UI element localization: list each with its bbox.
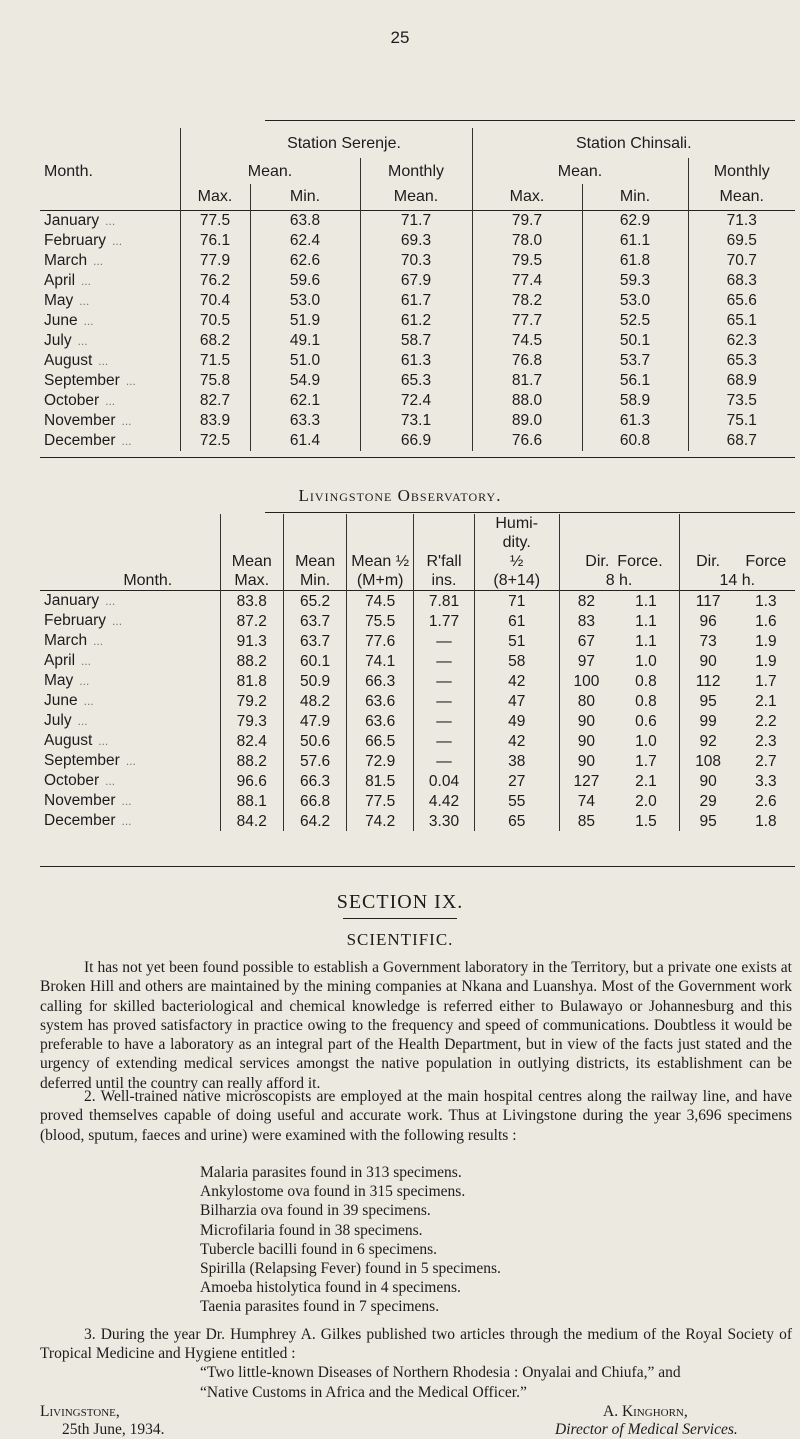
chinsali-max-cell: 76.6 (472, 431, 582, 451)
dir-8h-cell: 85 (559, 811, 613, 831)
chinsali-max-cell: 77.7 (472, 311, 582, 331)
humidity-cell: 51 (474, 631, 559, 651)
dir-14h-cell: 90 (679, 651, 737, 671)
paragraph-3: 3. During the year Dr. Humphrey A. Gilkes published two articles through the medium of the Royal Society of Tropical Medicine and Hygiene entitled : (40, 1326, 792, 1363)
chinsali-min-cell: 50.1 (582, 331, 688, 351)
chinsali-monthly-header: Monthly (688, 158, 795, 184)
article-title-2: “Native Customs in Africa and the Medical Officer.” (200, 1384, 527, 1401)
table1-bottom-rule (40, 457, 795, 458)
list-item: Amoeba histolytica found in 4 specimens. (200, 1279, 461, 1297)
dir-8h-cell: 67 (559, 631, 613, 651)
chinsali-min-cell: 61.8 (582, 251, 688, 271)
serenje-max-cell: 70.5 (180, 311, 250, 331)
mean-half-cell: 77.6 (347, 631, 414, 651)
month-column-header: Month. (44, 162, 93, 180)
force-14h-cell: 2.2 (755, 712, 777, 730)
chinsali-min-cell: 59.3 (582, 271, 688, 291)
list-item: Bilharzia ova found in 39 specimens. (200, 1202, 431, 1220)
chinsali-mean-cell: 75.1 (688, 411, 795, 431)
table-row (40, 431, 795, 451)
article-title-1: “Two little-known Diseases of Northern Rhodesia : Onyalai and Chiufa,” and (200, 1364, 681, 1381)
mean-max-header-2: Max. (220, 571, 283, 591)
humidity-cell: 42 (474, 731, 559, 751)
month-cell: December ... (44, 431, 132, 449)
force-14h-cell: 2.1 (755, 692, 777, 710)
serenje-mean-cell: 72.4 (360, 391, 472, 411)
mean-half-cell: 74.2 (347, 811, 414, 831)
force-8h-cell: 1.1 (635, 612, 657, 630)
dir-8h-cell: 97 (559, 651, 613, 671)
dir-8h-cell: 90 (559, 751, 613, 771)
chinsali-min-cell: 61.1 (582, 231, 688, 251)
month-cell: November ... (44, 792, 132, 809)
mean-max-cell: 79.3 (220, 711, 283, 731)
list-item: Microfilaria found in 38 specimens. (200, 1221, 423, 1239)
month-cell: September ... (44, 371, 136, 389)
chinsali-min-cell: 56.1 (582, 371, 688, 391)
observatory-table (40, 514, 795, 831)
mean-min-cell: 60.1 (283, 651, 346, 671)
table-row (40, 811, 795, 831)
chinsali-min-cell: 52.5 (582, 311, 688, 331)
humidity-cell: 65 (474, 811, 559, 831)
serenje-min-cell: 49.1 (250, 331, 360, 351)
force-8h-cell: 2.0 (635, 792, 657, 810)
force-14h-cell: 2.3 (755, 732, 777, 750)
force-8h-cell: 1.5 (635, 812, 657, 830)
list-item: Ankylostome ova found in 315 specimens. (200, 1183, 466, 1201)
dir-14h-cell: 117 (679, 591, 737, 612)
chinsali-mean-cell: 65.6 (688, 291, 795, 311)
serenje-min-cell: 63.3 (250, 411, 360, 431)
table-row (40, 251, 795, 271)
dir-8h-cell: 74 (559, 791, 613, 811)
table-row (40, 351, 795, 371)
serenje-monthly-header: Monthly (360, 158, 472, 184)
serenje-max-cell: 77.9 (180, 251, 250, 271)
table-row (40, 711, 795, 731)
serenje-mean-cell: 61.3 (360, 351, 472, 371)
force-8h-cell: 1.7 (635, 752, 657, 770)
serenje-max-cell: 72.5 (180, 431, 250, 451)
table-row (40, 731, 795, 751)
mean-min-cell: 65.2 (283, 591, 346, 612)
table-row (40, 411, 795, 431)
mean-half-cell: 74.5 (347, 591, 414, 612)
serenje-max-cell: 68.2 (180, 331, 250, 351)
month-cell: June ... (44, 311, 94, 329)
dir-14h-cell: 112 (679, 671, 737, 691)
rainfall-cell: — (414, 631, 475, 651)
table-row (40, 771, 795, 791)
chinsali-min-cell: 61.3 (582, 411, 688, 431)
humidity-cell: 42 (474, 671, 559, 691)
mean-min-header-1: Mean (283, 552, 346, 571)
mean-min-cell: 66.3 (283, 771, 346, 791)
serenje-mean-cell: 65.3 (360, 371, 472, 391)
mean-max-header-1: Mean (220, 552, 283, 571)
chinsali-min-cell: 53.7 (582, 351, 688, 371)
month-cell: March ... (44, 632, 104, 649)
table-row (40, 231, 795, 251)
serenje-min-cell: 62.4 (250, 231, 360, 251)
mean-half-header-2: (M+m) (347, 571, 414, 591)
force-14h-cell: 1.7 (755, 672, 777, 690)
date-line: 25th June, 1934. (62, 1421, 165, 1438)
paragraph-1: It has not yet been found possible to establish a Government laboratory in the Territory, but a private one exists at Broken Hill and others are maintained by the mining companies at Nkana and Luanshya. Most of the Government work calling for skilled bacteriological and chemical knowledge is referred either to Bulawayo or Johannesburg and this system has proved satisfactory in practice owing to the frequency and speed of communications. Doubtless it would be preferable to have a laboratory as an integral part of the Health Department, but in view of the facts just stated and the urgency of extending medical services amongst the native population in outlying districts, its establishment can be deferred until the country can really afford it. (40, 959, 792, 1092)
serenje-mean-cell: 67.9 (360, 271, 472, 291)
dir-8h-cell: 100 (559, 671, 613, 691)
force-14h-cell: 2.7 (755, 752, 777, 770)
serenje-mean-header: Mean. (180, 158, 360, 184)
chinsali-max-cell: 74.5 (472, 331, 582, 351)
table-row (40, 751, 795, 771)
mean-max-cell: 88.2 (220, 751, 283, 771)
month-column-header-2: Month. (123, 572, 173, 589)
serenje-mean-cell: 69.3 (360, 231, 472, 251)
humidity-cell: 49 (474, 711, 559, 731)
force-8h-cell: 1.1 (635, 632, 657, 650)
serenje-max-cell: 76.1 (180, 231, 250, 251)
table-row (40, 371, 795, 391)
rainfall-cell: — (414, 731, 475, 751)
month-cell: February ... (44, 612, 123, 629)
month-cell: July ... (44, 712, 88, 729)
table-row (40, 691, 795, 711)
mean-min-cell: 63.7 (283, 631, 346, 651)
dir-8h-cell: 90 (559, 711, 613, 731)
mean-min-cell: 64.2 (283, 811, 346, 831)
dir-14h-cell: 108 (679, 751, 737, 771)
mean-min-cell: 57.6 (283, 751, 346, 771)
chinsali-mean-cell: 69.5 (688, 231, 795, 251)
mean-max-cell: 82.4 (220, 731, 283, 751)
humidity-cell: 55 (474, 791, 559, 811)
table1-top-rule (265, 120, 795, 121)
chinsali-max-header: Max. (472, 184, 582, 210)
dir-14h-cell: 92 (679, 731, 737, 751)
chinsali-max-cell: 81.7 (472, 371, 582, 391)
month-cell: August ... (44, 351, 109, 369)
mean-min-cell: 66.8 (283, 791, 346, 811)
mean-half-header-1: Mean ½ (347, 552, 414, 571)
list-item: Tubercle bacilli found in 6 specimens. (200, 1240, 438, 1258)
dir-8h-cell: 83 (559, 611, 613, 631)
rainfall-cell: — (414, 711, 475, 731)
mean-max-cell: 91.3 (220, 631, 283, 651)
dir-8h-header-2: 8 h. (559, 571, 679, 591)
force-8h-cell: 0.8 (635, 672, 657, 690)
rainfall-cell: 0.04 (414, 771, 475, 791)
mean-max-cell: 88.2 (220, 651, 283, 671)
force-14h-cell: 1.3 (755, 592, 777, 610)
serenje-min-cell: 62.6 (250, 251, 360, 271)
serenje-min-cell: 51.9 (250, 311, 360, 331)
mean-half-cell: 66.5 (347, 731, 414, 751)
chinsali-max-cell: 76.8 (472, 351, 582, 371)
month-cell: February ... (44, 231, 123, 249)
place-name: Livingstone, (40, 1403, 120, 1420)
page-number: 25 (390, 28, 410, 47)
mean-min-cell: 48.2 (283, 691, 346, 711)
serenje-max-cell: 71.5 (180, 351, 250, 371)
serenje-min-cell: 54.9 (250, 371, 360, 391)
dir-14h-cell: 90 (679, 771, 737, 791)
month-cell: May ... (44, 291, 90, 309)
rainfall-cell: — (414, 651, 475, 671)
serenje-min-cell: 61.4 (250, 431, 360, 451)
serenje-min-header: Min. (250, 184, 360, 210)
serenje-min-cell: 51.0 (250, 351, 360, 371)
serenje-max-header: Max. (180, 184, 250, 210)
serenje-mean-cell: 66.9 (360, 431, 472, 451)
chinsali-monthly-mean-header: Mean. (688, 184, 795, 210)
signatory-title: Director of Medical Services. (555, 1421, 738, 1438)
table-row (40, 591, 795, 612)
humidity-cell: 27 (474, 771, 559, 791)
month-cell: October ... (44, 391, 116, 409)
chinsali-mean-cell: 68.7 (688, 431, 795, 451)
mean-half-cell: 63.6 (347, 711, 414, 731)
chinsali-max-cell: 77.4 (472, 271, 582, 291)
chinsali-max-cell: 88.0 (472, 391, 582, 411)
humidity-cell: 58 (474, 651, 559, 671)
mean-half-cell: 72.9 (347, 751, 414, 771)
chinsali-mean-cell: 65.3 (688, 351, 795, 371)
force-8h-cell: 0.8 (635, 692, 657, 710)
serenje-mean-cell: 70.3 (360, 251, 472, 271)
section-heading: SECTION IX. (336, 891, 464, 913)
force-8h-cell: 1.0 (635, 652, 657, 670)
mean-min-header-2: Min. (283, 571, 346, 591)
month-cell: November ... (44, 411, 132, 429)
mean-half-cell: 66.3 (347, 671, 414, 691)
month-cell: March ... (44, 251, 104, 269)
list-item: Spirilla (Relapsing Fever) found in 5 specimens. (200, 1260, 501, 1278)
mean-max-cell: 87.2 (220, 611, 283, 631)
force-8h-cell: 2.1 (635, 772, 657, 790)
mean-half-cell: 74.1 (347, 651, 414, 671)
dir-14h-header-2: 14 h. (679, 571, 795, 591)
force-14h-header: Force (745, 553, 787, 570)
serenje-max-cell: 75.8 (180, 371, 250, 391)
serenje-min-cell: 59.6 (250, 271, 360, 291)
rainfall-header-2: ins. (414, 571, 475, 591)
rainfall-cell: — (414, 751, 475, 771)
force-14h-cell: 1.9 (755, 652, 777, 670)
month-cell: January ... (44, 592, 116, 609)
table2-bottom-rule (40, 866, 795, 867)
results-list (200, 1163, 501, 1317)
humidity-cell: 61 (474, 611, 559, 631)
dir-8h-cell: 82 (559, 591, 613, 612)
humidity-header-1: Humi- (474, 514, 559, 533)
serenje-mean-cell: 73.1 (360, 411, 472, 431)
chinsali-mean-cell: 68.9 (688, 371, 795, 391)
month-cell: May ... (44, 672, 90, 689)
dir-8h-header-1: Dir. (559, 552, 613, 571)
mean-half-cell: 81.5 (347, 771, 414, 791)
section-subheading: SCIENTIFIC. (346, 930, 454, 949)
mean-max-cell: 96.6 (220, 771, 283, 791)
table-row (40, 791, 795, 811)
table-row (40, 271, 795, 291)
serenje-min-cell: 53.0 (250, 291, 360, 311)
month-cell: April ... (44, 652, 92, 669)
serenje-mean-cell: 71.7 (360, 210, 472, 231)
force-14h-cell: 1.9 (755, 632, 777, 650)
rainfall-header-1: R'fall (414, 552, 475, 571)
chinsali-mean-cell: 73.5 (688, 391, 795, 411)
table-row (40, 331, 795, 351)
serenje-min-cell: 63.8 (250, 210, 360, 231)
table-row (40, 291, 795, 311)
station-chinsali-heading: Station Chinsali. (472, 128, 795, 158)
chinsali-min-header: Min. (582, 184, 688, 210)
serenje-max-cell: 83.9 (180, 411, 250, 431)
force-8h-cell: 0.6 (635, 712, 657, 730)
paragraph-2: 2. Well-trained native microscopists are employed at the main hospital centres along the railway line, and have proved themselves capable of doing useful and accurate work. Thus at Livingstone during the year 3,696 specimens (blood, sputum, faeces and urine) were examined with the following results : (40, 1088, 792, 1144)
serenje-max-cell: 70.4 (180, 291, 250, 311)
dir-14h-header-1: Dir. (679, 552, 737, 571)
force-8h-cell: 1.1 (635, 592, 657, 610)
dir-8h-cell: 80 (559, 691, 613, 711)
chinsali-min-cell: 62.9 (582, 210, 688, 231)
chinsali-max-cell: 79.5 (472, 251, 582, 271)
chinsali-mean-cell: 70.7 (688, 251, 795, 271)
mean-half-cell: 77.5 (347, 791, 414, 811)
chinsali-mean-cell: 65.1 (688, 311, 795, 331)
rainfall-cell: — (414, 671, 475, 691)
force-8h-header: Force. (617, 553, 663, 570)
month-cell: April ... (44, 271, 92, 289)
serenje-mean-cell: 58.7 (360, 331, 472, 351)
table-row (40, 391, 795, 411)
chinsali-min-cell: 58.9 (582, 391, 688, 411)
month-cell: September ... (44, 752, 136, 769)
rainfall-cell: 3.30 (414, 811, 475, 831)
stations-table (40, 128, 795, 451)
month-cell: July ... (44, 331, 88, 349)
chinsali-mean-cell: 68.3 (688, 271, 795, 291)
dir-14h-cell: 29 (679, 791, 737, 811)
month-cell: January ... (44, 211, 116, 229)
table2-top-rule (265, 512, 795, 513)
mean-half-cell: 63.6 (347, 691, 414, 711)
rainfall-cell: 7.81 (414, 591, 475, 612)
chinsali-min-cell: 60.8 (582, 431, 688, 451)
humidity-cell: 38 (474, 751, 559, 771)
station-serenje-heading: Station Serenje. (180, 128, 472, 158)
mean-min-cell: 47.9 (283, 711, 346, 731)
table-row (40, 311, 795, 331)
table-row (40, 611, 795, 631)
chinsali-max-cell: 78.0 (472, 231, 582, 251)
table-row (40, 651, 795, 671)
chinsali-max-cell: 78.2 (472, 291, 582, 311)
mean-min-cell: 50.9 (283, 671, 346, 691)
humidity-header-3: ½ (474, 552, 559, 571)
month-cell: June ... (44, 692, 94, 709)
chinsali-max-cell: 89.0 (472, 411, 582, 431)
chinsali-mean-header: Mean. (472, 158, 688, 184)
serenje-max-cell: 82.7 (180, 391, 250, 411)
dir-8h-cell: 90 (559, 731, 613, 751)
humidity-header-2: dity. (474, 533, 559, 552)
force-8h-cell: 1.0 (635, 732, 657, 750)
serenje-mean-cell: 61.2 (360, 311, 472, 331)
force-14h-cell: 1.8 (755, 812, 777, 830)
mean-half-cell: 75.5 (347, 611, 414, 631)
dir-14h-cell: 99 (679, 711, 737, 731)
humidity-header-4: (8+14) (474, 571, 559, 591)
chinsali-mean-cell: 71.3 (688, 210, 795, 231)
humidity-cell: 47 (474, 691, 559, 711)
serenje-mean-cell: 61.7 (360, 291, 472, 311)
serenje-max-cell: 77.5 (180, 210, 250, 231)
rainfall-cell: 1.77 (414, 611, 475, 631)
chinsali-max-cell: 79.7 (472, 210, 582, 231)
mean-max-cell: 84.2 (220, 811, 283, 831)
list-item: Malaria parasites found in 313 specimens. (200, 1164, 462, 1181)
dir-14h-cell: 96 (679, 611, 737, 631)
force-14h-cell: 2.6 (755, 792, 777, 810)
serenje-max-cell: 76.2 (180, 271, 250, 291)
observatory-title: Livingstone Observatory. (298, 486, 502, 505)
force-14h-cell: 3.3 (755, 772, 777, 790)
dir-14h-cell: 95 (679, 811, 737, 831)
mean-max-cell: 83.8 (220, 591, 283, 612)
mean-min-cell: 63.7 (283, 611, 346, 631)
month-cell: December ... (44, 812, 132, 829)
mean-max-cell: 81.8 (220, 671, 283, 691)
serenje-min-cell: 62.1 (250, 391, 360, 411)
chinsali-mean-cell: 62.3 (688, 331, 795, 351)
month-cell: October ... (44, 772, 116, 789)
humidity-cell: 71 (474, 591, 559, 612)
section-heading-rule (343, 918, 457, 919)
mean-max-cell: 79.2 (220, 691, 283, 711)
list-item: Taenia parasites found in 7 specimens. (200, 1298, 440, 1316)
force-14h-cell: 1.6 (755, 612, 777, 630)
dir-14h-cell: 95 (679, 691, 737, 711)
chinsali-min-cell: 53.0 (582, 291, 688, 311)
dir-8h-cell: 127 (559, 771, 613, 791)
table-row (40, 210, 795, 231)
signatory-name: A. Kinghorn, (603, 1403, 688, 1420)
table-row (40, 631, 795, 651)
month-cell: August ... (44, 732, 109, 749)
table-row (40, 671, 795, 691)
mean-max-cell: 88.1 (220, 791, 283, 811)
mean-min-cell: 50.6 (283, 731, 346, 751)
rainfall-cell: — (414, 691, 475, 711)
serenje-monthly-mean-header: Mean. (360, 184, 472, 210)
rainfall-cell: 4.42 (414, 791, 475, 811)
dir-14h-cell: 73 (679, 631, 737, 651)
